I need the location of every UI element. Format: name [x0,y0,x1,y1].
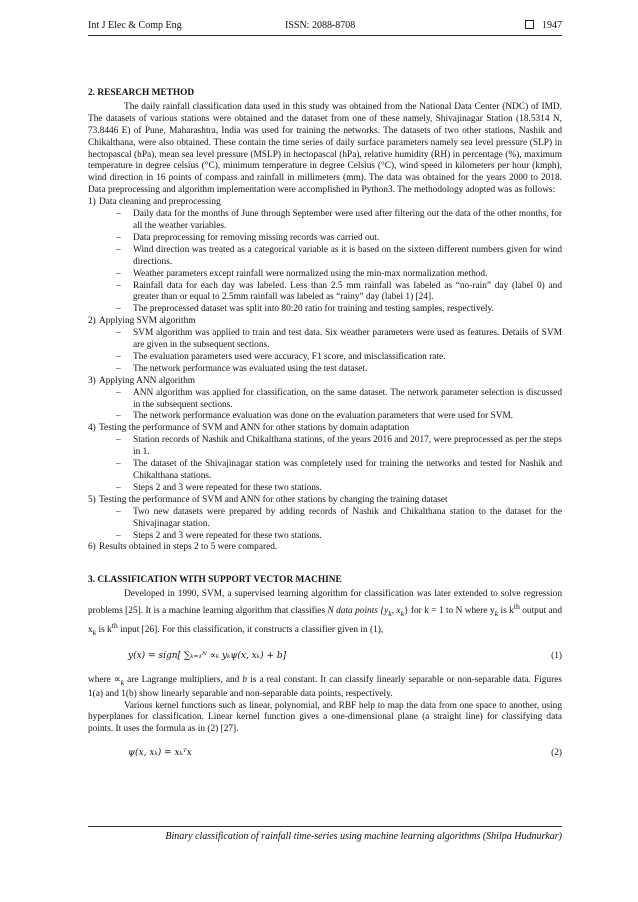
section-heading: 2. RESEARCH METHOD [88,88,195,98]
list-number: 5) [88,494,96,505]
running-title: Binary classification of rainfall time-series using machine learning algorithms (Shilpa Hudnurkar) [165,831,562,842]
sub-list-item [88,269,562,281]
list-number: 6) [88,542,96,553]
list-item [88,197,562,209]
equation-1: y(x) = sign[ ∑ₖ₌₁ᴺ ∝ₖ yₖψ(x, xₖ) + b] (1) [128,650,562,661]
sub-item-text: The network performance evaluation was done on the evaluation parameters that were used for SVM. [133,411,514,422]
sub-list-item [88,352,562,364]
dash-bullet: – [116,363,121,374]
dash-bullet: – [116,387,121,398]
footer-rule [88,826,562,827]
sub-list-item [88,328,562,352]
dash-bullet: – [116,482,121,493]
list-item [88,542,562,554]
dash-bullet: – [116,244,121,255]
equation-2: ψ(x, xₖ) = xₖᵀx (2) [128,748,562,759]
sub-list-item [88,304,562,316]
list-title: Testing the performance of SVM and ANN for other stations by changing the training dataset [99,494,448,505]
sub-list-item [88,388,562,412]
sub-list-item [88,507,562,531]
page-number: 1947 [525,20,562,32]
dash-bullet: – [116,435,121,446]
sub-list-item [88,411,562,423]
body-text [88,88,562,772]
sub-item-text: ANN algorithm was applied for classification, on the same dataset. The network parameter selection is discussed in the subsequent sections. [133,387,562,410]
sub-list-item [88,209,562,233]
sub-item-text: SVM algorithm was applied to train and test data. Six weather parameters were used as features. Details of SVM are given in the subsequent sections. [133,328,562,351]
list-title: Results obtained in steps 2 to 5 were compared. [99,542,278,553]
sub-item-text: The evaluation parameters used were accuracy, F1 score, and misclassification rate. [133,351,446,362]
journal-name: Int J Elec & Comp Eng [88,20,182,31]
sub-list-item [88,281,562,305]
paragraph: where $\propto_k$ are Lagrange multipliers, and b is a real constant. It can classify linearly separable or non-separable data. Figures 1(a) and 1(b) show linearly separable and non-separable data points, respectively. [88,674,562,699]
sub-item-text: Two new datasets were prepared by adding records of Nashik and Chikalthana station to the dataset for the Shivajinagar station. [133,506,562,529]
sub-list-item [88,245,562,269]
list-title: Applying ANN algorithm [99,375,196,386]
sub-item-text: Station records of Nashik and Chikalthana stations, of the years 2016 and 2017, were preprocessed as per the steps in 1. [133,435,562,458]
sub-item-text: Data preprocessing for removing missing records was carried out. [133,232,380,243]
dash-bullet: – [116,268,121,279]
paragraph: Various kernel functions such as linear, polynomial, and RBF help to map the data from one space to another, using hyperplanes for classification. Linear kernel function gives a one-dimensional plane (a straight line) for classifying data points. It uses the formula as in (2) [27]. [88,700,562,735]
list-number: 2) [88,316,96,327]
issn: ISSN: 2088-8708 [285,20,356,31]
list-item [88,495,562,507]
dash-bullet: – [116,530,121,541]
sub-item-text: Steps 2 and 3 were repeated for these two stations. [133,530,322,541]
list-item [88,376,562,388]
paragraph: The daily rainfall classification data used in this study was obtained from the National Data Center (NDC) of IMD. The datasets of various stations were obtained and the dataset from one of these namely, Shivajinagar Station (18.5314 N, 73.8446 E) of Pune, Maharashtra, India was used for training the networks. The datasets of two other stations, Nashik and Chikalthana, were also obtained. These contain the time series of daily surface parameters namely sea level pressure (SLP) in hectopascal (hPa), mean sea level pressure (MSLP) in hectopascal (hPa), relative humidity (RH) in percentage (%), maximum temperature in degree celsius (°C), minimum temperature in degree Celsius (°C), wind speed in kilometers per hour (kmph), wind direction in 16 points of compass and rainfall in millimeters (mm). The data was obtained for the years 2000 to 2018. Data preprocessing and algorithm implementation were accomplished in Python3. The methodology adopted was as follows: [88,101,562,196]
list-title: Applying SVM algorithm [99,316,196,327]
sub-item-text: The preprocessed dataset was split into 80:20 ratio for training and testing samples, respectively. [133,304,494,315]
methodology-list [88,197,562,554]
dash-bullet: – [116,232,121,243]
list-item [88,316,562,328]
checkbox-square-icon [525,20,534,29]
paragraph: Developed in 1990, SVM, a supervised learning algorithm for classification was later extended to solve regression problems [25]. It is a machine learning algorithm that classifies N data points {$y_k$, $x_k$} for k = 1 to N where $y_k$ is $k^{th}$ output and $x_k$ is $k^{th}$ input [26]. For this classification, it constructs a classifier given in (1), [88,589,562,637]
dash-bullet: – [116,328,121,339]
sub-list-item [88,531,562,543]
sub-item-text: Rainfall data for each day was labeled. Less than 2.5 mm rainfall was labeled as “no-rain” day (label 0) and greater than or equal to 2.5mm rainfall was labeled as “rainy” day (label 1) [24]. [133,280,562,303]
list-title: Data cleaning and preprocessing [99,197,221,208]
list-title: Testing the performance of SVM and ANN for other stations by domain adaptation [99,423,410,434]
list-number: 1) [88,197,96,208]
dash-bullet: – [116,280,121,291]
list-number: 4) [88,423,96,434]
sub-list-item [88,483,562,495]
sub-item-text: Wind direction was treated as a categorical variable as it is based on the sixteen different numbers given for wind directions. [133,244,562,267]
dash-bullet: – [116,304,121,315]
sub-item-text: Daily data for the months of June through September were used after filtering out the data of the other months, for all the weather variables. [133,209,562,231]
dash-bullet: – [116,351,121,362]
sub-list-item [88,233,562,245]
sub-item-text: The dataset of the Shivajinagar station was completely used for training the networks and tested for Nashik and Chikalthana stations. [133,459,562,481]
section-heading: 3. CLASSIFICATION WITH SUPPORT VECTOR MACHINE [88,575,342,586]
sub-item-text: Weather parameters except rainfall were normalized using the min-max normalization method. [133,268,488,279]
dash-bullet: – [116,506,121,517]
dash-bullet: – [116,411,121,422]
sub-item-text: Steps 2 and 3 were repeated for these two stations. [133,482,322,493]
sub-list-item [88,459,562,483]
sub-item-text: The network performance was evaluated using the test dataset. [133,363,368,374]
dash-bullet: – [116,459,121,470]
sub-list-item [88,364,562,376]
list-number: 3) [88,375,96,386]
list-item [88,423,562,435]
dash-bullet: – [116,209,121,220]
sub-list-item [88,435,562,459]
header-rule [88,35,562,36]
